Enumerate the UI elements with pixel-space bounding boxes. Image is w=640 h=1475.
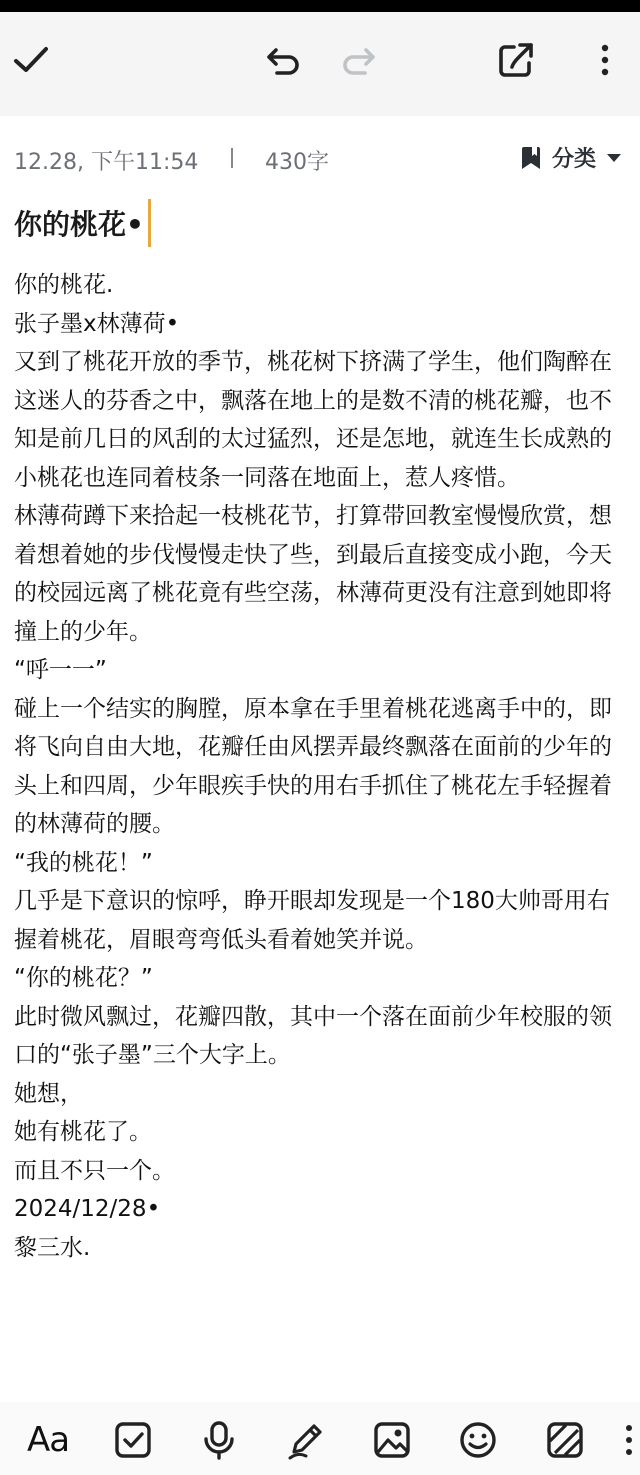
body-line: “呼一一” (14, 657, 107, 683)
category-label: 分类 (551, 147, 596, 172)
body-line: 她有桃花了。 (14, 1119, 152, 1145)
body-line: 黎三水. (14, 1234, 91, 1261)
checkbox-icon[interactable] (111, 1420, 155, 1460)
meta-divider (231, 148, 233, 168)
body-line: 又到了桃花开放的季节，桃花树下挤满了学生，他们陶醉在这迷人的芬香之中，飘落在地上的是数不清的桃花瓣，也不知是前几日的风刮的太过猛烈，还是怎地，就连生长成熟的小桃花也连同着枝条一同落在地面上，惹人疼惜。 (14, 349, 612, 491)
emoji-icon[interactable] (456, 1420, 500, 1460)
top-toolbar (0, 12, 640, 116)
note-title-row[interactable] (14, 198, 151, 248)
body-line: 几乎是下意识的惊呼，睁开眼却发现是一个180大帅哥用右握着桃花，眉眼弯弯低头看着她笑并说。 (14, 888, 610, 953)
body-line: 张子墨x林薄荷• (14, 310, 180, 337)
text-format-label: Aa (26, 1420, 70, 1460)
bottom-toolbar (0, 1402, 640, 1475)
category-selector[interactable] (518, 142, 624, 173)
word-count: 430字 (265, 150, 329, 175)
body-line: 林薄荷蹲下来拾起一枝桃花节，打算带回教室慢慢欣赏，想着想着她的步伐慢慢走快了些，到最后直接变成小跑，今天的校园远离了桃花竟有些空荡，林薄荷更没有注意到她即将撞上的少年。 (14, 503, 612, 645)
image-icon[interactable] (370, 1420, 414, 1460)
note-body[interactable] (14, 266, 618, 1267)
body-line: 她想， (14, 1080, 83, 1107)
body-line: “我的桃花！” (14, 849, 153, 876)
microphone-icon[interactable] (197, 1420, 241, 1460)
body-line: 而且不只一个。 (14, 1157, 175, 1184)
body-line: 你的桃花. (14, 272, 114, 298)
more-tools-icon[interactable] (622, 1420, 636, 1460)
body-line: 2024/12/28• (14, 1196, 161, 1222)
bookmark-icon (518, 145, 544, 171)
share-icon[interactable] (494, 38, 538, 82)
text-cursor (148, 199, 151, 247)
text-format-button[interactable] (22, 1420, 74, 1460)
body-line: 此时微风飘过，花瓣四散，其中一个落在面前少年校服的领口的“张子墨”三个大字上。 (14, 1003, 612, 1068)
note-meta (14, 145, 626, 177)
body-line: 碰上一个结实的胸膛，原本拿在手里着桃花逃离手中的，即将飞向自由大地，花瓣任由风摆弄最终飘落在面前的少年的头上和四周，少年眼疾手快的用右手抓住了桃花左手轻握着的林薄荷的腰。 (14, 695, 612, 837)
undo-icon[interactable] (261, 38, 305, 82)
body-line: “你的桃花？” (14, 965, 153, 991)
redo-icon[interactable] (337, 38, 381, 82)
status-bar (0, 0, 640, 12)
more-icon[interactable] (583, 38, 627, 82)
checkmark-icon[interactable] (9, 38, 53, 82)
pattern-icon[interactable] (543, 1420, 587, 1460)
note-title[interactable]: 你的桃花• (14, 208, 144, 241)
note-date: 12.28, 下午11:54 (14, 150, 199, 175)
pen-icon[interactable] (284, 1420, 328, 1460)
chevron-down-icon (604, 148, 624, 168)
